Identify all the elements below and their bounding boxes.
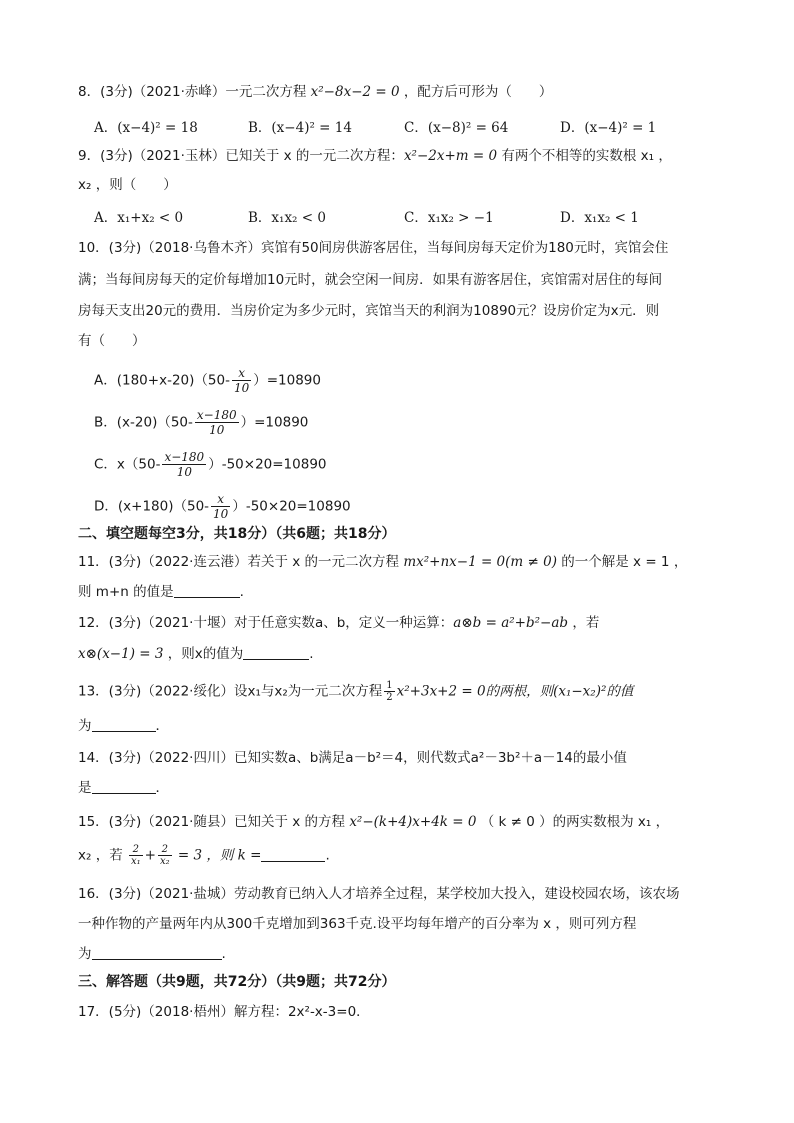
q8-option-c[interactable]: C．(x−8)² = 64 <box>404 120 509 136</box>
question-16-line3: 为 . <box>78 946 226 962</box>
fraction: $\frac{x-180}{10}$ <box>196 408 237 437</box>
question-16-line1: 16．(3分)（2021·盐城）劳动教育已纳入人才培养全过程，某学校加大投入，建设校园农场，该农场 <box>78 886 680 902</box>
q10-option-c[interactable]: C．x（50- $\frac{x-180}{10}$ ）-50×20=10890 <box>94 450 327 479</box>
q10-option-a[interactable]: A．(180+x-20)（50- $\frac{x}{10}$ ）=10890 <box>94 366 321 395</box>
question-14-line2: 是 ． <box>78 780 169 796</box>
answer-blank[interactable] <box>261 847 325 862</box>
answer-blank[interactable] <box>174 583 240 598</box>
fraction: $\frac{x-180}{10}$ <box>164 450 205 479</box>
q8-option-b[interactable]: B．(x−4)² = 14 <box>248 120 352 136</box>
question-10-line1: 10．(3分)（2018·乌鲁木齐）宾馆有50间房供游客居住，当每间房每天定价为180元时，宾馆会住 <box>78 240 669 256</box>
answer-blank[interactable] <box>92 945 222 960</box>
question-15-line2: x₂ ，若 $\frac{2}{\text{x₁}}$ + $\frac{2}{\text{x₂}}$ = 3 ，则 k = . <box>78 844 330 867</box>
q9-option-a[interactable]: A．x₁+x₂ < 0 <box>94 210 184 226</box>
q10-option-b[interactable]: B．(x-20)（50- $\frac{x-180}{10}$ ）=10890 <box>94 408 309 437</box>
question-8-stem: 8．(3分)（2021·赤峰）一元二次方程 x²−8x−2 = 0 ，配方后可形为（ ） <box>78 84 553 100</box>
fraction: $\frac{2}{\text{x₁}}$ <box>130 844 141 867</box>
q8-option-a[interactable]: A．(x−4)² = 18 <box>94 120 198 136</box>
question-10-line4: 有（ ） <box>78 333 146 349</box>
q10-option-d[interactable]: D．(x+180)（50- $\frac{x}{10}$ ）-50×20=10890 <box>94 492 351 521</box>
question-14-line1: 14．(3分)（2022·四川）已知实数a、b满足a－b²＝4，则代数式a²－3b²＋a－14的最小值 <box>78 750 627 766</box>
q8-option-d[interactable]: D．(x−4)² = 1 <box>560 120 657 136</box>
question-17: 17．(5分)（2018·梧州）解方程：2x²-x-3=0． <box>78 1004 370 1020</box>
question-10-line3: 房每天支出20元的费用．当房价定为多少元时，宾馆当天的利润为10890元？设房价定为x元．则 <box>78 303 660 319</box>
question-15-stem: 15．(3分)（2021·随县）已知关于 x 的方程 x²−(k+4)x+4k = 0 （ k ≠ 0 ）的两实数根为 x₁ ， <box>78 814 670 830</box>
question-9-line2: x₂ ，则（ ） <box>78 177 177 193</box>
answer-blank[interactable] <box>92 779 156 794</box>
question-11-line2: 则 m+n 的值是 . <box>78 584 244 600</box>
section-3-heading: 三、解答题（共9题，共72分）（共9题；共72分） <box>78 974 396 990</box>
fraction: $\frac{x}{10}$ <box>213 492 229 521</box>
q9-option-b[interactable]: B．x₁x₂ < 0 <box>248 210 326 226</box>
fraction: $\frac{1}{2}$ <box>386 680 393 703</box>
answer-blank[interactable] <box>92 717 156 732</box>
answer-blank[interactable] <box>243 645 309 660</box>
question-11-stem: 11．(3分)（2022·连云港）若关于 x 的一元二次方程 mx²+nx−1 = 0(m ≠ 0) 的一个解是 x = 1 ， <box>78 554 688 570</box>
question-13-stem: 13．(3分)（2022·绥化）设x₁与x₂为一元二次方程 $\frac{1}{2}$ x²+3x+2 = 0的两根，则(x₁−x₂)²的值 <box>78 680 634 703</box>
question-9-stem: 9．(3分)（2021·玉林）已知关于 x 的一元二次方程：x²−2x+m = 0 有两个不相等的实数根 x₁ ， <box>78 148 672 164</box>
question-10-line2: 满；当每间房每天的定价每增加10元时，就会空闲一间房．如果有游客居住，宾馆需对居住的每间 <box>78 272 663 288</box>
question-9-options <box>0 206 794 228</box>
fraction: $\frac{x}{10}$ <box>233 366 250 395</box>
question-12-line2: x⊗(x−1) = 3 ，则x的值为 . <box>78 646 314 662</box>
question-12-stem: 12．(3分)（2021·十堰）对于任意实数a、b，定义一种运算：a⊗b = a²+b²−ab ，若 <box>78 615 600 631</box>
question-13-line2: 为 ． <box>78 718 169 734</box>
question-16-line2: 一种作物的产量两年内从300千克增加到363千克.设平均每年增产的百分率为 x ，则可列方程 <box>78 916 637 932</box>
question-8-options <box>0 116 794 138</box>
q9-option-d[interactable]: D．x₁x₂ < 1 <box>560 210 639 226</box>
fraction: $\frac{2}{\text{x₂}}$ <box>159 844 170 867</box>
q9-option-c[interactable]: C．x₁x₂ > −1 <box>404 210 494 226</box>
section-2-heading: 二、填空题每空3分，共18分）（共6题；共18分） <box>78 526 396 542</box>
